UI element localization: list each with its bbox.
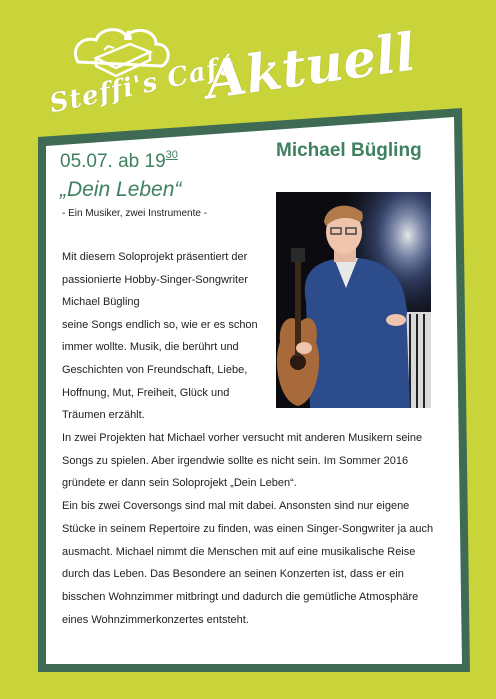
text-line: durch das Leben. Das Besondere an seinen Konzerten ist, dass er ein [62, 568, 404, 581]
intro-paragraph [62, 246, 272, 427]
event-date [60, 151, 178, 173]
musician-with-guitar-illustration [276, 192, 431, 408]
event-subtitle: - Ein Musiker, zwei Instrumente - [62, 208, 208, 219]
event-date-main: 05.07. ab 19 [60, 151, 166, 172]
text-line: In zwei Projekten hat Michael vorher versucht mit anderen Musikern seine [62, 432, 423, 444]
text-line: Ein bis zwei Coversongs sind mal mit dabei. Ansonsten sind nur eigene [62, 500, 410, 513]
text-line: Hoffnung, Mut, Freiheit, Glück und [62, 386, 230, 399]
text-line: gründete er dann sein Soloprojekt „Dein Leben“. [62, 477, 297, 490]
cafe-name: Steffi's Café [46, 50, 239, 120]
text-line: Geschichten von Freundschaft, Liebe, [62, 363, 248, 376]
text-line: Michael Bügling [62, 296, 140, 309]
artist-name: Michael Bügling [276, 140, 422, 161]
text-line: Mit diesem Soloprojekt präsentiert der [62, 251, 248, 263]
text-line: eines Wohnzimmerkonzertes entsteht. [62, 613, 249, 626]
text-line: passionierte Hobby-Singer-Songwriter [62, 273, 248, 286]
event-title: „Dein Leben“ [60, 178, 182, 201]
text-line: immer wollte. Musik, die berührt und [62, 341, 239, 354]
text-line: seine Songs endlich so, wie er es schon [62, 318, 258, 331]
text-line: ausmacht. Michael nimmt die Menschen mit auf eine musikalische Reise [62, 545, 416, 558]
story-paragraph [62, 427, 452, 631]
event-time-minutes: 30 [165, 149, 178, 161]
text-line: Stücke in seinem Repertoire zu finden, was einen Singer-Songwriter ja auch [62, 522, 434, 535]
artist-photo [276, 192, 431, 408]
text-line: Träumen erzählt. [62, 409, 145, 422]
text-line: Songs zu spielen. Aber irgendwie sollte es nicht sein. Im Sommer 2016 [62, 454, 409, 467]
text-line: bisschen Wohnzimmer mitbringt und dadurch die gemütliche Atmosphäre [62, 590, 419, 603]
section-title: Aktuell [201, 21, 420, 112]
